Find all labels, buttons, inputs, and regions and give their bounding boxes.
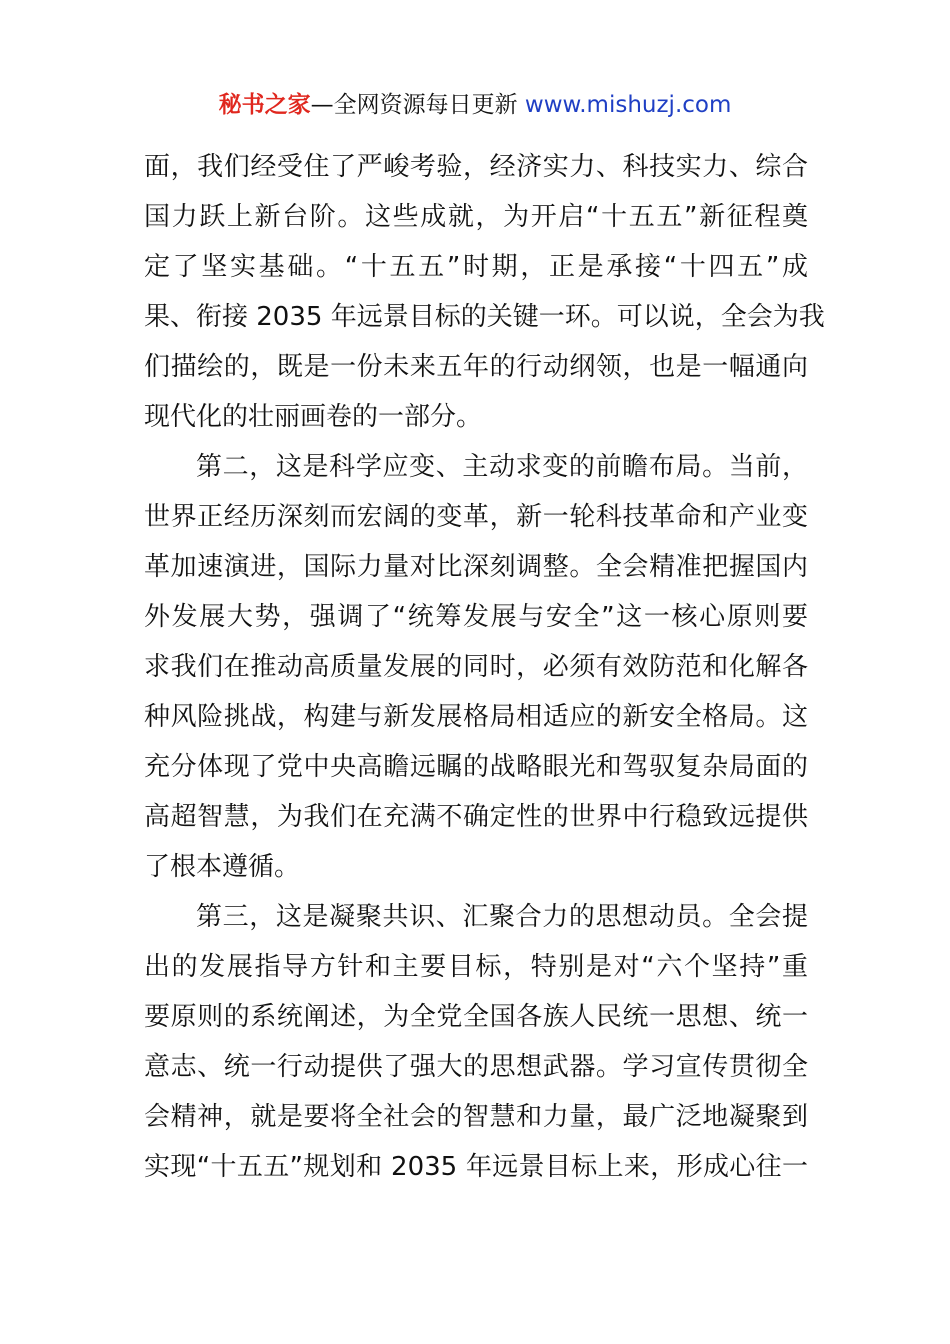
site-url-link[interactable]: www.mishuzj.com <box>524 92 732 118</box>
text-line: 充分体现了党中央高瞻远瞩的战略眼光和驾驭复杂局面的 <box>144 752 808 782</box>
site-brand: 秘书之家 <box>218 92 311 118</box>
text-line: 们描绘的，既是一份未来五年的行动纲领，也是一幅通向 <box>144 352 808 382</box>
text-line: 第二，这是科学应变、主动求变的前瞻布局。当前， <box>196 452 808 482</box>
text-line: 种风险挑战，构建与新发展格局相适应的新安全格局。这 <box>144 702 808 732</box>
paragraph-second <box>144 442 808 892</box>
paragraph-continued <box>144 142 825 442</box>
text-line: 要原则的系统阐述，为全党全国各族人民统一思想、统一 <box>144 1002 808 1032</box>
text-line: 高超智慧，为我们在充满不确定性的世界中行稳致远提供 <box>144 802 808 832</box>
text-line: 求我们在推动高质量发展的同时，必须有效防范和化解各 <box>144 652 808 682</box>
text-line: 现代化的壮丽画卷的一部分。 <box>144 402 483 432</box>
site-header <box>0 88 950 122</box>
document-body <box>144 142 825 1192</box>
text-line: 革加速演进，国际力量对比深刻调整。全会精准把握国内 <box>144 552 808 582</box>
text-line: 果、衔接 2035 年远景目标的关键一环。可以说，全会为我 <box>144 302 825 332</box>
text-line: 定了坚实基础。“十五五”时期，正是承接“十四五”成 <box>144 252 808 282</box>
text-line: 世界正经历深刻而宏阔的变革，新一轮科技革命和产业变 <box>144 502 808 532</box>
text-line: 面，我们经受住了严峻考验，经济实力、科技实力、综合 <box>144 152 808 182</box>
text-line: 了根本遵循。 <box>144 852 301 882</box>
site-tagline: —全网资源每日更新 <box>310 92 525 118</box>
text-line: 出的发展指导方针和主要目标，特别是对“六个坚持”重 <box>144 952 808 982</box>
text-line: 国力跃上新台阶。这些成就，为开启“十五五”新征程奠 <box>144 202 808 232</box>
text-line: 会精神，就是要将全社会的智慧和力量，最广泛地凝聚到 <box>144 1102 808 1132</box>
text-line: 实现“十五五”规划和 2035 年远景目标上来，形成心往一 <box>144 1152 808 1182</box>
text-line: 第三，这是凝聚共识、汇聚合力的思想动员。全会提 <box>196 902 808 932</box>
text-line: 意志、统一行动提供了强大的思想武器。学习宣传贯彻全 <box>144 1052 808 1082</box>
paragraph-third <box>144 892 808 1192</box>
text-line: 外发展大势，强调了“统筹发展与安全”这一核心原则要 <box>144 602 808 632</box>
